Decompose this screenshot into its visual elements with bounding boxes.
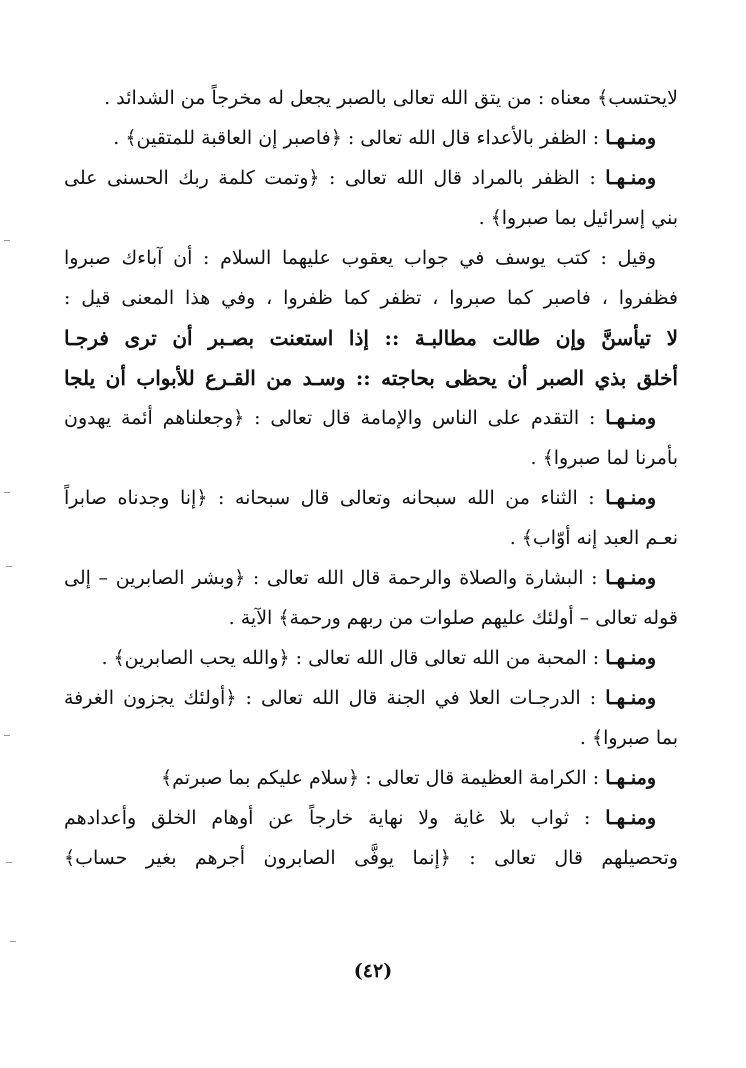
text-line-19 <box>64 798 678 838</box>
section-keyword: ومنـهـا <box>605 487 656 509</box>
text-line-18 <box>64 758 678 798</box>
section-keyword: ومنـهـا <box>605 647 656 669</box>
text-line-10 <box>64 438 678 478</box>
text-line-20 <box>64 838 678 878</box>
line-text: نعـم العبد إنه أوّاب﴾ . <box>509 527 678 549</box>
text-line-3 <box>64 158 678 198</box>
margin-mark <box>4 735 10 736</box>
page-number: (٤٢) <box>353 960 393 982</box>
section-keyword: ومنـهـا <box>605 687 656 709</box>
line-text: : البشارة والصلاة والرحمة قال الله تعالى : ﴿وبشر الصابرين – إلى <box>64 567 606 589</box>
line-text: لايحتسب﴾ معناه : من يتق الله تعالى بالصبر يجعل له مخرجاً من الشدائد . <box>104 87 678 109</box>
text-line-14 <box>64 598 678 638</box>
margin-mark <box>4 240 10 241</box>
line-text: وتحصيلهم قال تعالى : ﴿إنما يوفَّى الصابرون أجرهم بغير حساب﴾ <box>64 847 678 869</box>
section-keyword: ومنـهـا <box>605 407 656 429</box>
text-line-16 <box>64 678 678 718</box>
margin-mark <box>10 941 16 942</box>
text-line-5 <box>64 238 678 278</box>
section-keyword: ومنـهـا <box>605 567 656 589</box>
text-line-4 <box>64 198 678 238</box>
line-text: : الكرامة العظيمة قال تعالى : ﴿سلام عليكم بما صبرتم﴾ <box>160 767 606 789</box>
line-text: فظفروا ، فاصبر كما صبروا ، تظفر كما ظفروا ، وفي هذا المعنى قيل : <box>64 287 678 309</box>
text-line-11 <box>64 478 678 518</box>
section-keyword: ومنـهـا <box>605 167 656 189</box>
line-text: : المحبة من الله تعالى قال الله تعالى : ﴿والله يحب الصابرين﴾ . <box>101 647 606 669</box>
page-body <box>64 78 678 878</box>
text-line-1 <box>64 78 678 118</box>
line-text: بما صبروا﴾ . <box>579 727 678 749</box>
line-text: : الثناء من الله سبحانه وتعالى قال سبحانه : ﴿إنا وجدناه صابراً <box>64 487 606 509</box>
poem-verse-1 <box>64 318 678 358</box>
section-keyword: ومنـهـا <box>605 807 656 829</box>
line-text: : ثواب بلا غاية ولا نهاية خارجاً عن أوهام الخلق وأعدادهم <box>64 807 606 829</box>
margin-mark <box>6 566 12 567</box>
text-line-6 <box>64 278 678 318</box>
line-text: : الظفر بالمراد قال الله تعالى : ﴿وتمت كلمة ربك الحسنى على <box>64 167 606 189</box>
line-text: أخلق بذي الصبر أن يحظى بحاجته :: وسـد من القـرع للأبواب أن يلجا <box>64 366 678 390</box>
margin-mark <box>4 492 10 493</box>
text-line-15 <box>64 638 678 678</box>
line-text: بني إسرائيل بما صبروا﴾ . <box>478 207 678 229</box>
line-text: وقيل : كتب يوسف في جواب يعقوب عليهما السلام : أن آباءك صبروا <box>64 247 656 269</box>
text-line-17 <box>64 718 678 758</box>
text-line-9 <box>64 398 678 438</box>
text-line-2 <box>64 118 678 158</box>
section-keyword: ومنـهـا <box>605 767 656 789</box>
text-line-13 <box>64 558 678 598</box>
margin-mark <box>6 862 12 863</box>
line-text: لا تيأسنَّ وإن طالت مطالبـة :: إذا استعنت بصـبر أن ترى فرجـا <box>64 326 678 350</box>
line-text: : التقدم على الناس والإمامة قال تعالى : ﴿وجعلناهم أئمة يهدون <box>64 407 606 429</box>
line-text: قوله تعالى – أولئك عليهم صلوات من ربهم ورحمة﴾ الآية . <box>228 607 678 629</box>
poem-verse-2 <box>64 358 678 398</box>
line-text: : الدرجـات العلا في الجنة قال الله تعالى : ﴿أولئك يجزون الغرفة <box>64 687 606 709</box>
line-text: : الظفر بالأعداء قال الله تعالى : ﴿فاصبر إن العاقبة للمتقين﴾ . <box>113 127 606 149</box>
section-keyword: ومنـهـا <box>605 127 656 149</box>
text-line-12 <box>64 518 678 558</box>
line-text: بأمرنا لما صبروا﴾ . <box>530 447 678 469</box>
